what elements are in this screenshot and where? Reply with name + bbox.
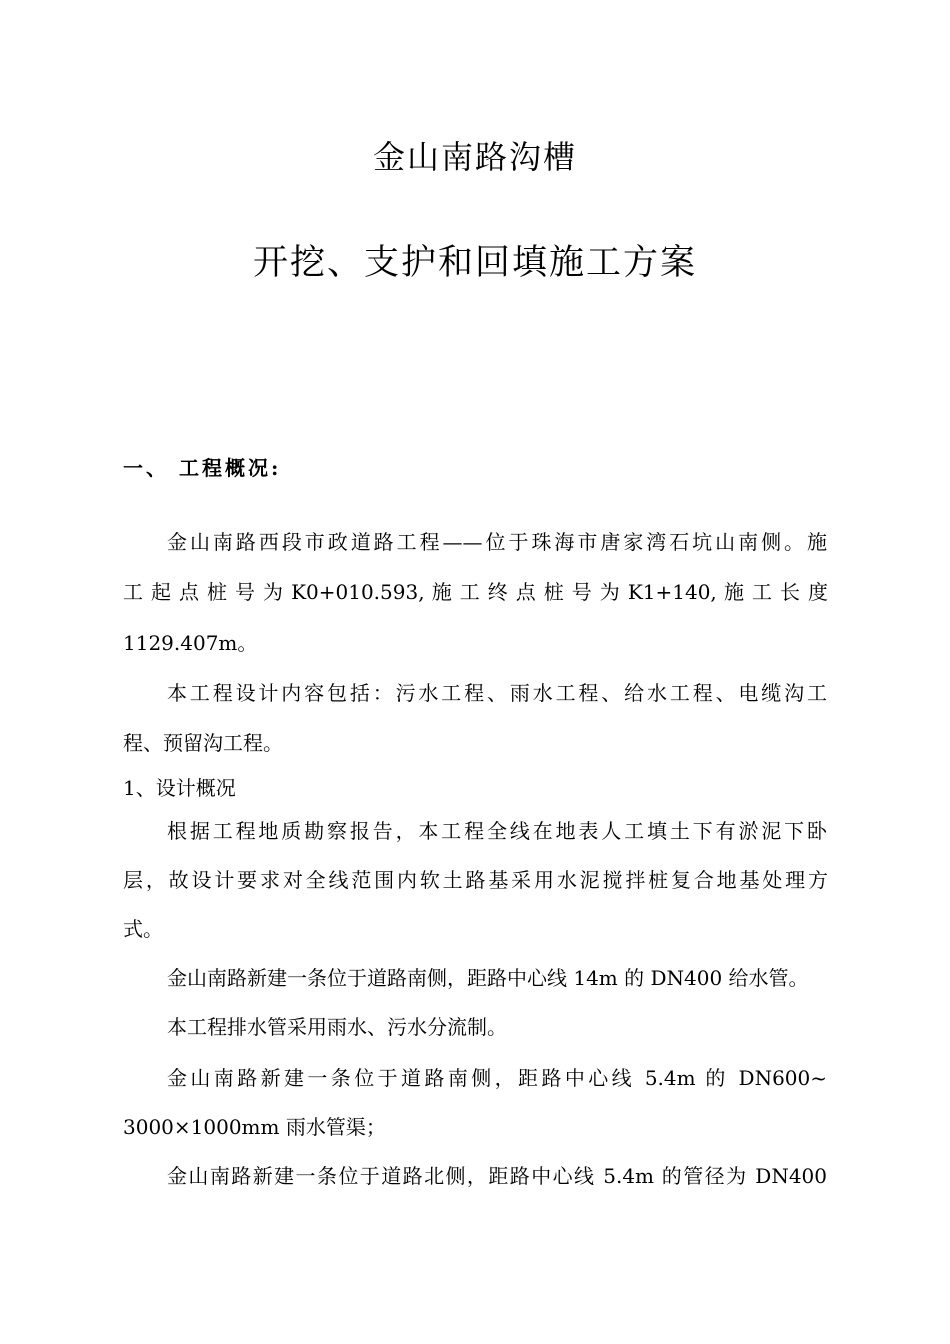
paragraph-line: 金山南路新建一条位于道路北侧，距路中心线 5.4m 的管径为 DN400 [167,1164,827,1188]
paragraph-line: 程、预留沟工程。 [123,731,283,755]
paragraph-line: 金山南路西段市政道路工程——位于珠海市唐家湾石坑山南侧。施 [167,530,827,554]
paragraph-line: 3000×1000mm 雨水管渠； [123,1115,386,1139]
paragraph-line: 层，故设计要求对全线范围内软土路基采用水泥搅拌桩复合地基处理方 [123,868,828,892]
paragraph-line: 工 起 点 桩 号 为 K0+010.593, 施 工 终 点 桩 号 为 K1+140, 施 工 长 度 [123,580,828,604]
section-heading: 一、 工程概况: [123,456,282,480]
document-title-line1: 金山南路沟槽 [372,138,577,176]
document-title-line2: 开挖、支护和回填施工方案 [252,243,697,283]
paragraph-line: 根据工程地质勘察报告，本工程全线在地表人工填土下有淤泥下卧 [167,819,827,843]
paragraph-line: 本工程设计内容包括：污水工程、雨水工程、给水工程、电缆沟工 [167,681,827,705]
paragraph-line: 金山南路新建一条位于道路南侧，距路中心线 5.4m 的 DN600~ [167,1066,827,1090]
paragraph-line: 1129.407m。 [123,631,258,655]
paragraph-line: 金山南路新建一条位于道路南侧，距路中心线 14m 的 DN400 给水管。 [167,966,809,990]
subsection-heading: 1、设计概况 [123,776,236,800]
paragraph-line: 本工程排水管采用雨水、污水分流制。 [167,1015,507,1039]
paragraph-line: 式。 [123,917,163,941]
